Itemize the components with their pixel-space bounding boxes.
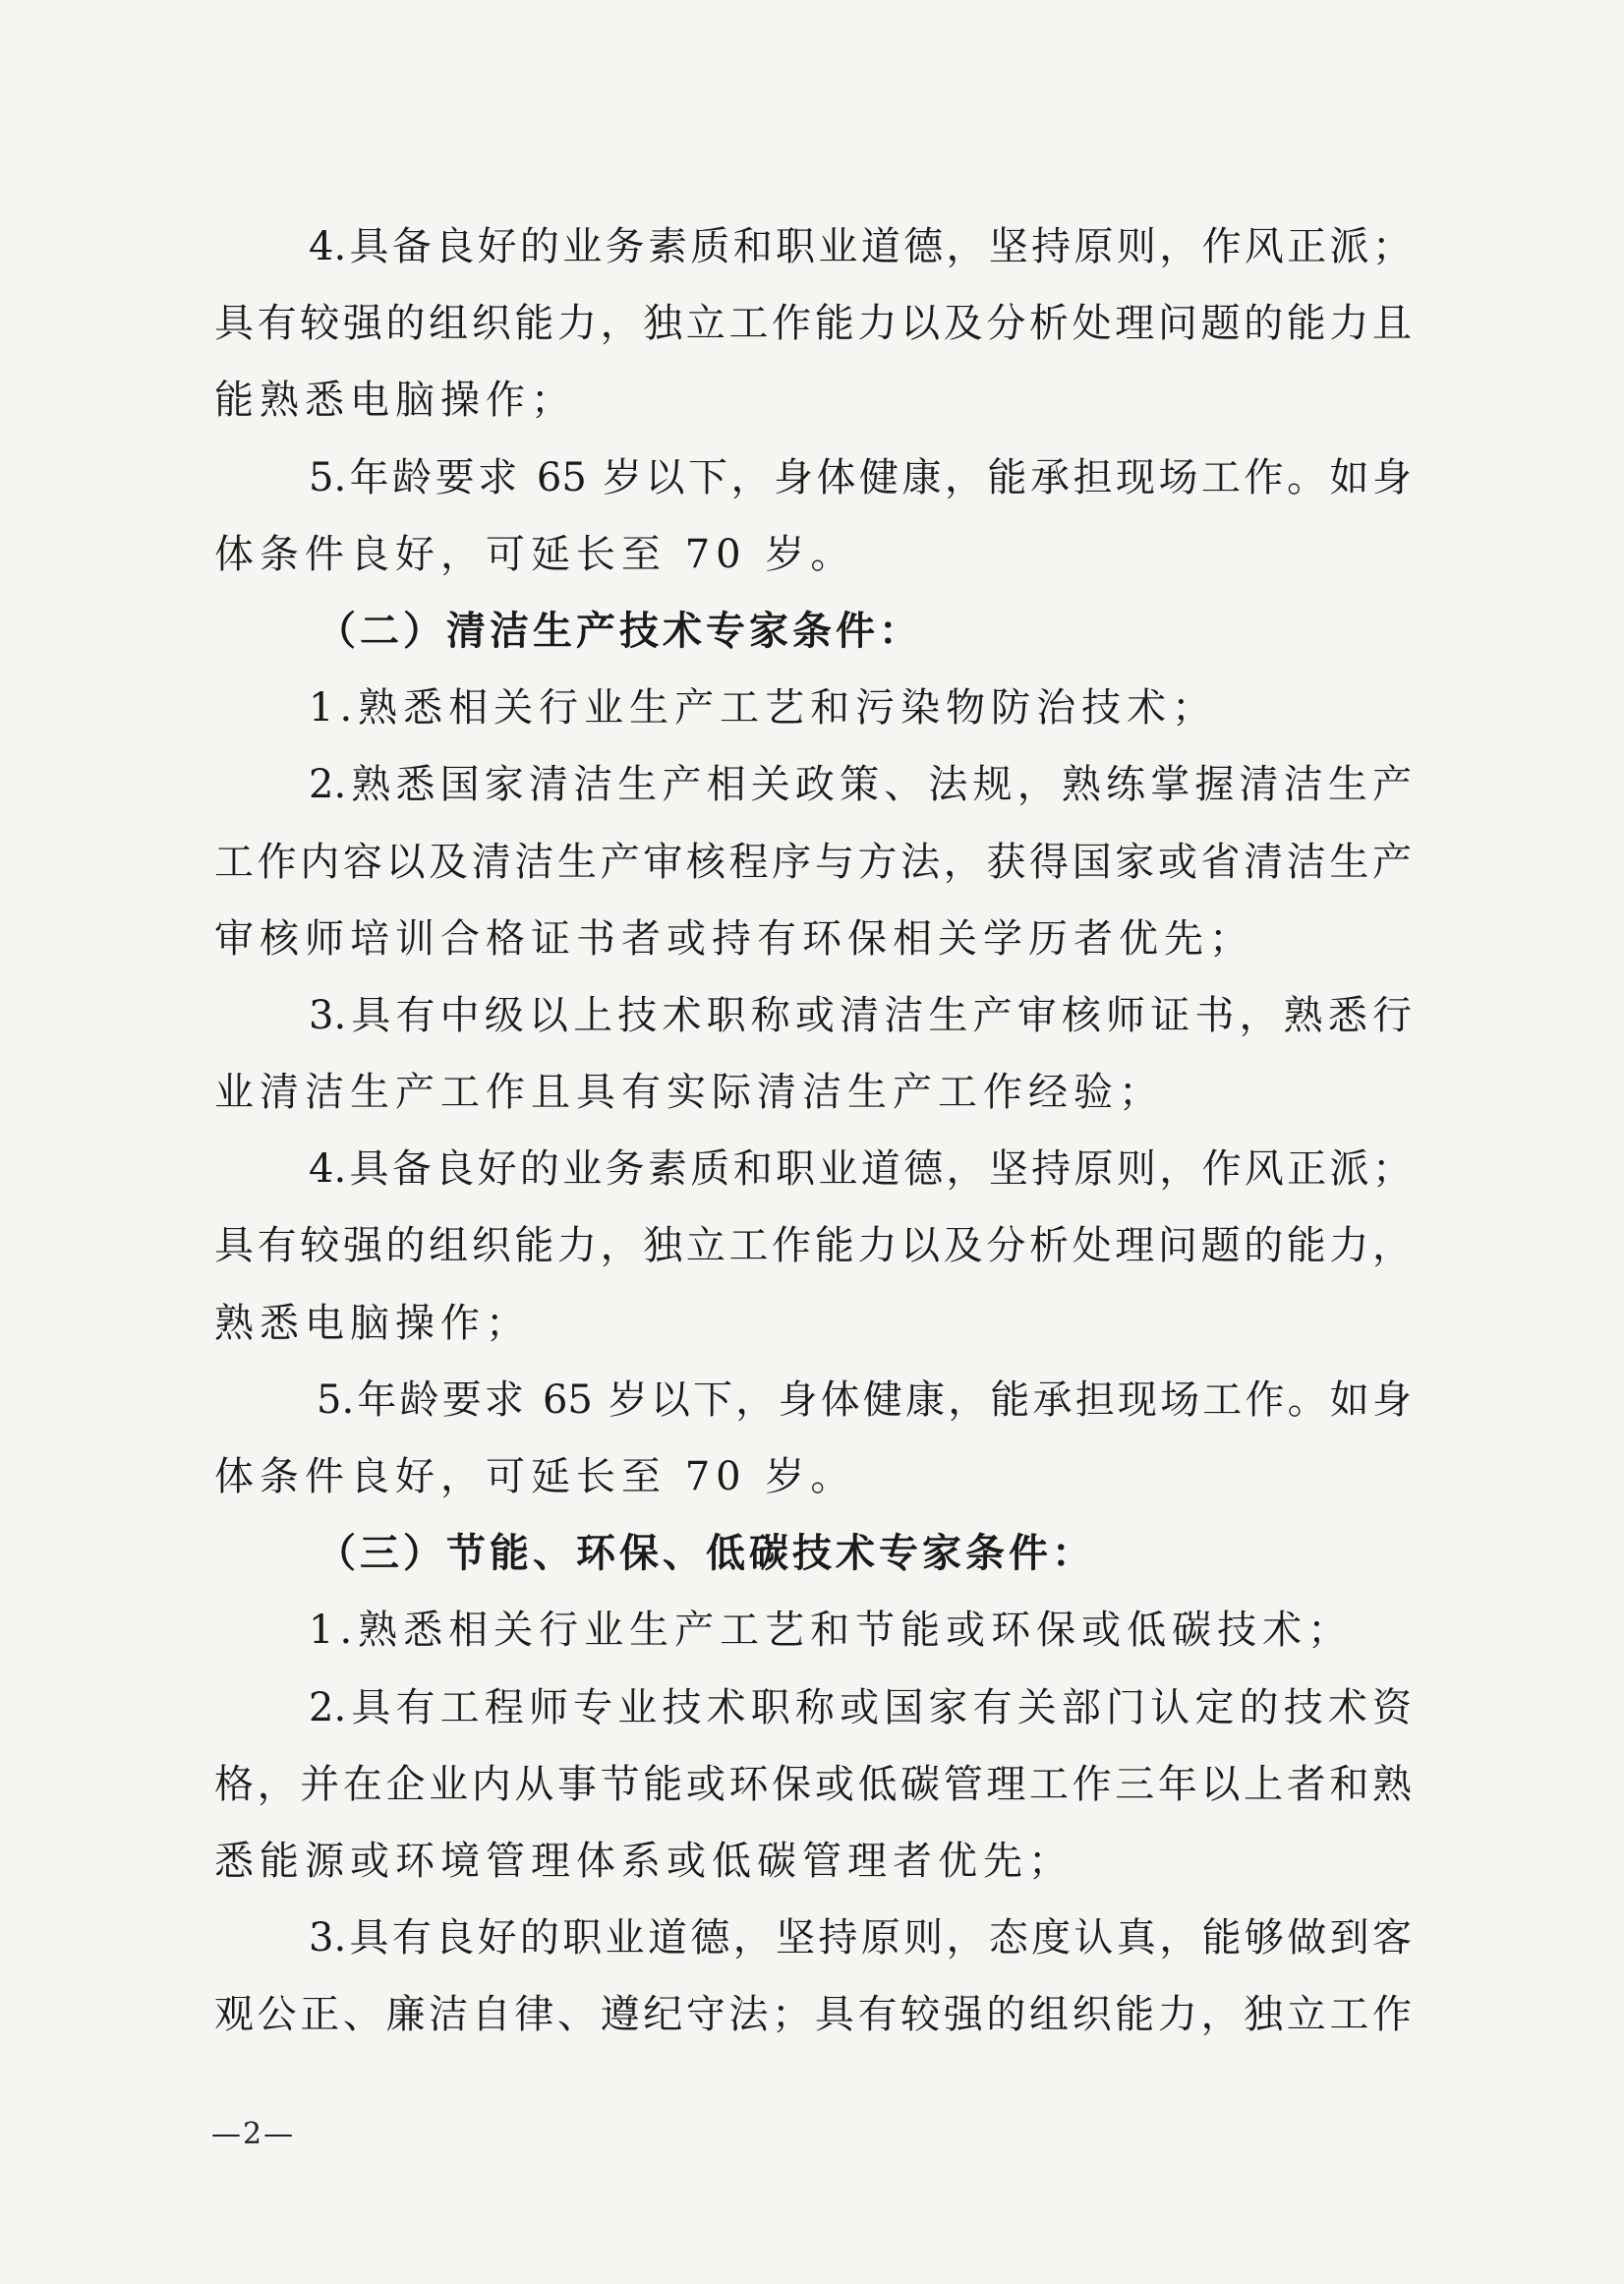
paragraph-line: 格，并在企业内从事节能或环保或低碳管理工作三年以上者和熟 (214, 1761, 1412, 1807)
paragraph-line: 5.年龄要求 65 岁以下，身体健康，能承担现场工作。如身 (317, 1376, 1412, 1423)
page-number: —2— (211, 2117, 296, 2151)
paragraph-line: 业清洁生产工作且具有实际清洁生产工作经验； (214, 1070, 1164, 1116)
paragraph-line: 1.熟悉相关行业生产工艺和污染物防治技术； (309, 685, 1218, 732)
paragraph-line: 悉能源或环境管理体系或低碳管理者优先； (214, 1838, 1073, 1884)
paragraph-line: 4.具备良好的业务素质和职业道德，坚持原则，作风正派； (309, 1146, 1412, 1193)
section-heading: （二）清洁生产技术专家条件： (317, 607, 922, 654)
document-body (214, 208, 1412, 2054)
paragraph-line: 5.年龄要求 65 岁以下，身体健康，能承担现场工作。如身 (309, 454, 1412, 500)
paragraph-line: 审核师培训合格证书者或持有环保相关学历者优先； (214, 915, 1254, 962)
paragraph-line: 4.具备良好的业务素质和职业道德，坚持原则，作风正派； (309, 224, 1412, 269)
paragraph-line: 3.具有良好的职业道德，坚持原则，态度认真，能够做到客 (309, 1915, 1412, 1962)
paragraph-line: 3.具有中级以上技术职称或清洁生产审核师证书，熟悉行 (309, 992, 1412, 1038)
section-heading: （三）节能、环保、低碳技术专家条件： (317, 1530, 1095, 1577)
paragraph-line: 2.具有工程师专业技术职称或国家有关部门认定的技术资 (309, 1684, 1412, 1730)
paragraph-line: 工作内容以及清洁生产审核程序与方法，获得国家或省清洁生产 (214, 839, 1412, 885)
paragraph-line: 体条件良好，可延长至 70 岁。 (214, 531, 856, 577)
paragraph-line: 能熟悉电脑操作； (214, 378, 576, 424)
paragraph-line: 具有较强的组织能力，独立工作能力以及分析处理问题的能力， (214, 1223, 1412, 1269)
paragraph-line: 熟悉电脑操作； (214, 1300, 531, 1346)
paragraph-line: 具有较强的组织能力，独立工作能力以及分析处理问题的能力且 (214, 301, 1412, 347)
paragraph-line: 体条件良好，可延长至 70 岁。 (214, 1454, 856, 1499)
paragraph-line: 1.熟悉相关行业生产工艺和节能或环保或低碳技术； (309, 1608, 1354, 1654)
paragraph-line: 观公正、廉洁自律、遵纪守法；具有较强的组织能力，独立工作 (214, 1992, 1412, 2038)
paragraph-line: 2.熟悉国家清洁生产相关政策、法规，熟练掌握清洁生产 (309, 762, 1412, 808)
